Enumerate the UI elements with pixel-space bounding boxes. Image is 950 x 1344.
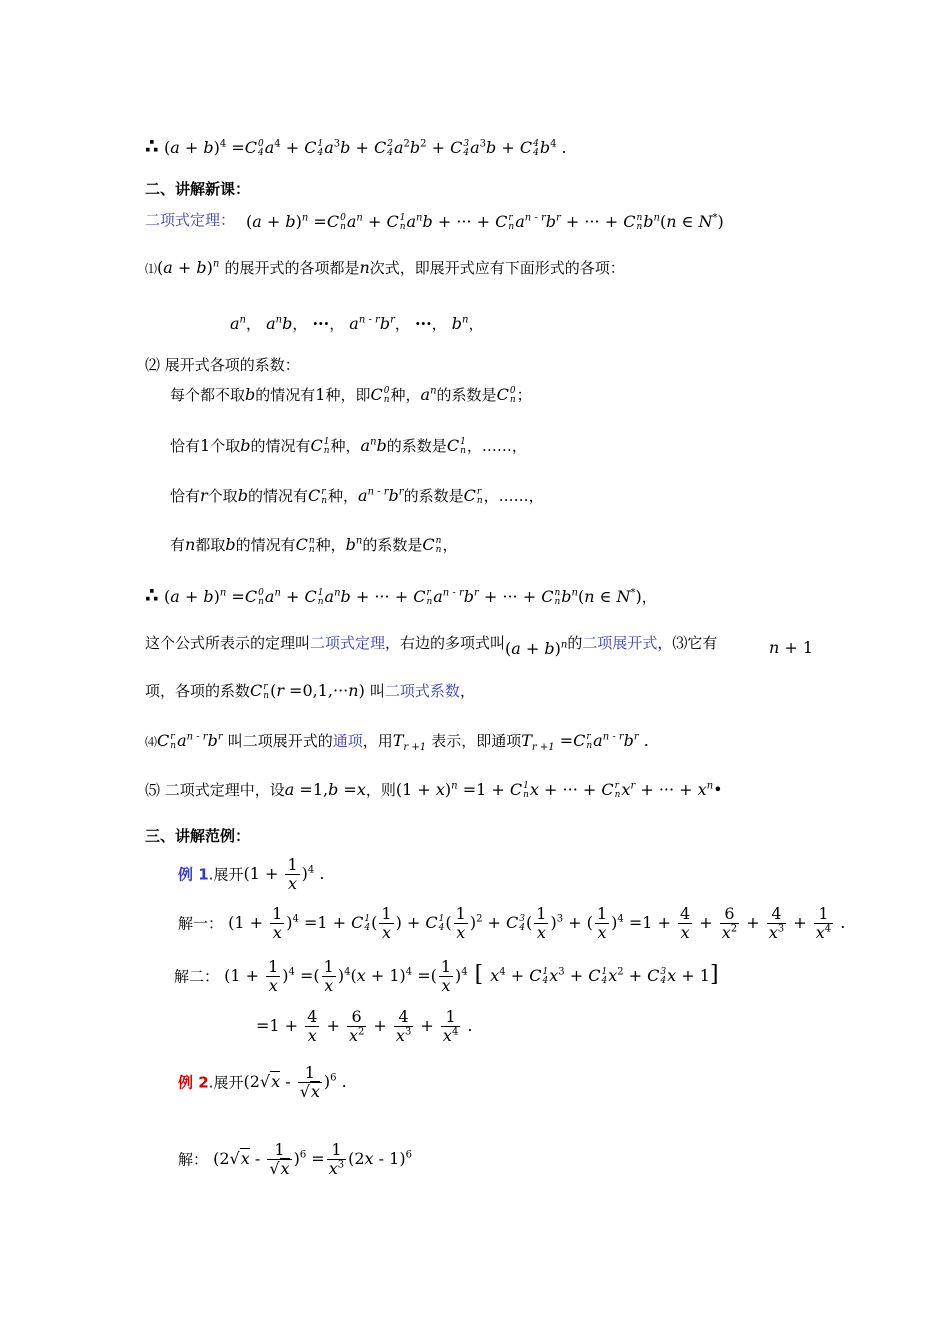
section-heading-examples: 三、讲解范例：: [145, 827, 251, 845]
term-count: n + 1: [769, 638, 814, 657]
example-1-solution-2-result: =1 + $\frac{4}{x}$ + $\frac{6}{x^2}$ + $\frac{4}{x^3}$ + $\frac{1}{x^4}$ .: [256, 1007, 473, 1046]
binomial-theorem-line: [145, 208, 235, 232]
item-4-general-term: ⑷C r n $a^{n - r}b^r$ 叫二项展开式的通项，用$T_{r +1}$ 表示，即通项$T_{r +1} =C$ r n $a^{n - r}b^r$ .: [145, 731, 649, 754]
coefficient-case-all: 有n都取b的情况有C n n 种，$b^n$的系数是C n n ，: [170, 535, 458, 555]
example-2-statement: 例 2.展开(2√x - $\frac{1}{√x}$ )$^6$ .: [178, 1063, 347, 1102]
theorem-naming-line: 这个公式所表示的定理叫二项式定理，右边的多项式叫$(a + b)^n$的二项展开式，⑶它有: [145, 634, 718, 658]
binomial-coefficient-line: 项，各项的系数C r n (r =0,1,···n) 叫二项式系数，: [145, 681, 475, 701]
expansion-n-formula: ∴ $(a + b)^n =C$ 0 n $a^n + C$ 1 n $a^nb$ + ··· + C r n $a^{n - r}b^r$ + ··· + C n n $b^n(n$ ∈ N*)，: [145, 583, 657, 607]
section-heading-new-lesson: 二、讲解新课：: [145, 180, 251, 198]
coefficient-case-one: 恰有1个取b的情况有C 1 n 种，$a^nb$的系数是C 1 n ，……，: [170, 436, 527, 456]
example-2-solution: 解： (2√x - $\frac{1}{√x}$ )$^6$ = $\frac{1}{x^3}$ (2x - 1)$^6$: [178, 1140, 412, 1179]
coefficient-case-r: 恰有r个取b的情况有C r n 种，$a^{n - r}b^r$的系数是C r n ，……，: [170, 486, 544, 506]
example-1-solution-2: 解二： (1 + $\frac{1}{x}$ )$^4$ =( $\frac{1}{x}$ )$^4(x + 1)^4$ =( $\frac{1}{x}$ )$^4$ [ $x^4 + C$ 1 4 $x^3 + C$ 1 4 $x^2 + C$ 3 4 x + 1]: [174, 957, 719, 996]
item-2: ⑵ 展开式各项的系数：: [145, 356, 300, 374]
coefficient-case-none: 每个都不取b的情况有1种，即C 0 n 种，$a^n$的系数是C 0 n ；: [170, 385, 532, 405]
example-1-solution-1: 解一： (1 + $\frac{1}{x}$ )$^4$ =1 + C 1 4 ( $\frac{1}{x}$ ) + C 1 4 ( $\frac{1}{x}$ )$^2$ + C 3 4 ( $\frac{1}{x}$ )$^3$ + ( $\frac{1}{x}$ )$^4$ =1 + $\frac{4}{x}$ + $\frac{6}{x^2}$ + $\frac{4}{x^3}$ + $\frac{1}{x^4}$ .: [178, 904, 846, 943]
item-5-special-case: ⑸ 二项式定理中，设a =1,b =x，则$(1 + x)^n =1 + C$ 1 n x + ··· + C r n $x^r$ + ··· + $x^n•$: [145, 780, 723, 800]
expansion-4-formula: ∴ $(a + b)^4 =C$ 0 4 $a^4 + C$ 1 4 $a^3b + C$ 2 4 $a^2b^2 + C$ 3 4 $a^3b + C$ 4 4 $b^4$ .: [145, 134, 567, 158]
example-1-statement: 例 1.展开(1 + $\frac{1}{x}$ )$^4$ .: [178, 855, 325, 894]
term-list: $a^n$， $a^nb$， ···， $a^{n - r}b^r$， ···， $b^n$，: [230, 314, 484, 333]
theorem-label: 二项式定理：: [145, 211, 236, 229]
item-1: ⑴(a + b)$^n$ 的展开式的各项都是n次式，即展开式应有下面形式的各项：: [145, 258, 625, 277]
therefore-symbol: ∴: [145, 134, 159, 158]
binomial-theorem-formula: $(a + b)^n =C$ 0 n $a^n + C$ 1 n $a^nb$ + ··· + C r n $a^{n - r}b^r$ + ··· + C n n $b^n(n$ ∈ N*): [246, 212, 724, 232]
